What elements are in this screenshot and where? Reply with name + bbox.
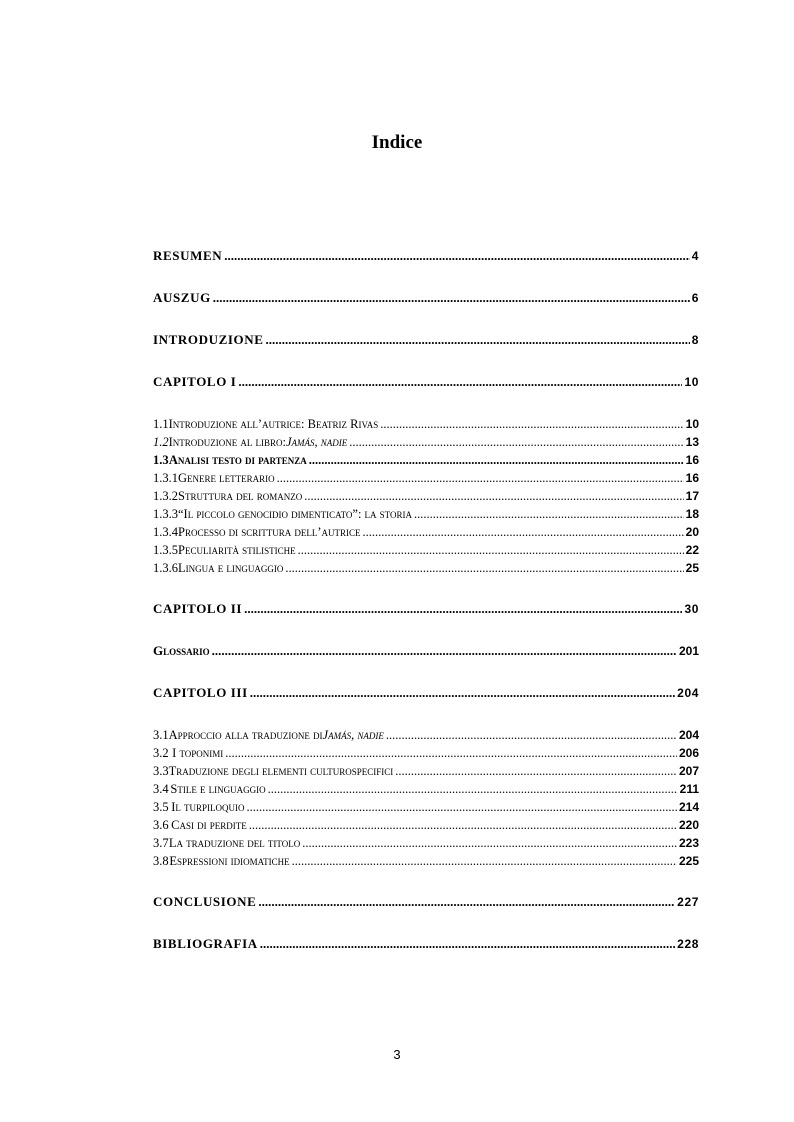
toc-label-book-title: Jamás, nadie bbox=[286, 435, 348, 449]
toc-page: 18 bbox=[685, 507, 699, 521]
toc-number: 3.4 bbox=[153, 782, 169, 796]
toc-entry-1-3-3[interactable] bbox=[153, 506, 699, 522]
toc-entry-1-3-1[interactable] bbox=[153, 470, 699, 486]
toc-page: 228 bbox=[677, 937, 699, 951]
toc-number: 1.2 bbox=[153, 435, 169, 449]
toc-entry-capitolo-2[interactable] bbox=[153, 601, 699, 617]
toc-entry-1-3-6[interactable] bbox=[153, 560, 699, 576]
toc-label: Analisi testo di partenza bbox=[168, 453, 307, 467]
toc-label: Struttura del romanzo bbox=[178, 489, 303, 503]
toc-label: Il turpiloquio bbox=[171, 800, 245, 814]
toc-number: 1.3.5 bbox=[153, 543, 178, 557]
toc-entry-bibliografia[interactable] bbox=[153, 936, 699, 952]
toc-entry-conclusione[interactable] bbox=[153, 894, 699, 910]
toc-page: 8 bbox=[691, 333, 699, 347]
toc-entry-glossario[interactable] bbox=[153, 643, 699, 659]
toc-page: 10 bbox=[684, 375, 699, 389]
toc-page: 17 bbox=[685, 489, 699, 503]
toc-number: 1.3.6 bbox=[153, 561, 178, 575]
dot-leader bbox=[395, 763, 677, 779]
dot-leader bbox=[363, 524, 684, 540]
dot-leader bbox=[268, 781, 678, 797]
toc-entry-3-5[interactable] bbox=[153, 799, 699, 815]
dot-leader bbox=[304, 488, 683, 504]
dot-leader bbox=[386, 727, 677, 743]
dot-leader bbox=[213, 290, 690, 306]
toc-label: INTRODUZIONE bbox=[153, 332, 264, 347]
toc-label: La traduzione del titolo bbox=[168, 836, 301, 850]
dot-leader bbox=[250, 685, 675, 701]
dot-leader bbox=[349, 434, 683, 450]
toc-page: 211 bbox=[679, 782, 699, 796]
dot-leader bbox=[285, 560, 683, 576]
toc-entry-resumen[interactable] bbox=[153, 248, 699, 264]
toc-page: 16 bbox=[685, 471, 699, 485]
toc-number: 3.5 bbox=[153, 800, 169, 814]
dot-leader bbox=[414, 506, 684, 522]
dot-leader bbox=[225, 745, 677, 761]
toc-page: 214 bbox=[678, 800, 699, 814]
toc-label: Peculiarità stilistiche bbox=[178, 543, 296, 557]
dot-leader bbox=[244, 601, 682, 617]
toc-label: CONCLUSIONE bbox=[153, 894, 257, 909]
toc-label: AUSZUG bbox=[153, 290, 211, 305]
toc-label-book-title: Jamás, nadie bbox=[322, 728, 384, 742]
dot-leader bbox=[277, 470, 684, 486]
toc-label: Casi di perdite bbox=[171, 818, 247, 832]
page-number: 3 bbox=[393, 1047, 401, 1062]
toc-label: CAPITOLO III bbox=[153, 685, 248, 700]
toc-page: 10 bbox=[685, 417, 699, 431]
toc-page: 204 bbox=[677, 686, 699, 700]
toc-entry-capitolo-1[interactable] bbox=[153, 374, 699, 390]
dot-leader bbox=[212, 643, 677, 659]
toc-number: 1.3.2 bbox=[153, 489, 178, 503]
toc-label: Introduzione al libro: bbox=[168, 435, 286, 449]
toc-number: 1.1 bbox=[153, 417, 169, 431]
toc-entry-1-3-2[interactable] bbox=[153, 488, 699, 504]
toc-entry-3-7[interactable] bbox=[153, 835, 699, 851]
dot-leader bbox=[380, 416, 683, 432]
toc-label: Processo di scrittura dell’autrice bbox=[178, 525, 361, 539]
toc-number: 3.8 bbox=[153, 854, 169, 868]
dot-leader bbox=[292, 853, 677, 869]
toc-page: 13 bbox=[685, 435, 699, 449]
toc-page: 22 bbox=[685, 543, 699, 557]
toc-page: 227 bbox=[677, 895, 699, 909]
toc-entry-1-1[interactable] bbox=[153, 416, 699, 432]
toc-page: 225 bbox=[678, 854, 699, 868]
toc-number: 3.1 bbox=[153, 728, 169, 742]
toc-label: Glossario bbox=[153, 643, 210, 658]
toc-entry-3-8[interactable] bbox=[153, 853, 699, 869]
toc-label: “Il piccolo genocidio dimenticato”: la storia bbox=[178, 507, 413, 521]
dot-leader bbox=[224, 248, 690, 264]
toc-page: 204 bbox=[678, 728, 699, 742]
toc-label: Traduzione degli elementi culturospecifici bbox=[168, 764, 394, 778]
toc-number: 3.6 bbox=[153, 818, 169, 832]
toc-page: 207 bbox=[678, 764, 699, 778]
toc-entry-auszug[interactable] bbox=[153, 290, 699, 306]
toc-label: Approccio alla traduzione di bbox=[168, 728, 323, 742]
dot-leader bbox=[249, 817, 677, 833]
dot-leader bbox=[298, 542, 684, 558]
toc-entry-1-2[interactable] bbox=[153, 434, 699, 450]
toc-entry-introduzione[interactable] bbox=[153, 332, 699, 348]
toc-label: BIBLIOGRAFIA bbox=[153, 936, 258, 951]
toc-label: Genere letterario bbox=[178, 471, 275, 485]
toc-entry-3-6[interactable] bbox=[153, 817, 699, 833]
toc-entry-3-3[interactable] bbox=[153, 763, 699, 779]
toc-label: CAPITOLO I bbox=[153, 374, 237, 389]
toc-page: 25 bbox=[685, 561, 699, 575]
toc-page: 220 bbox=[678, 818, 699, 832]
toc-label: CAPITOLO II bbox=[153, 601, 243, 616]
toc-page: 206 bbox=[678, 746, 699, 760]
toc-number: 3.3 bbox=[153, 764, 169, 778]
toc-page: 6 bbox=[691, 291, 699, 305]
toc-page: 223 bbox=[678, 836, 699, 850]
page-title: Indice bbox=[371, 132, 423, 153]
toc-entry-3-4[interactable] bbox=[153, 781, 699, 797]
toc-entry-1-3-4[interactable] bbox=[153, 524, 699, 540]
dot-leader bbox=[309, 452, 684, 468]
toc-label: Stile e linguaggio bbox=[170, 782, 266, 796]
toc-page: 4 bbox=[691, 249, 699, 263]
toc-label: RESUMEN bbox=[153, 248, 223, 263]
toc-label: Lingua e linguaggio bbox=[178, 561, 284, 575]
toc-entry-1-3-5[interactable] bbox=[153, 542, 699, 558]
toc-label: I toponimi bbox=[172, 746, 224, 760]
dot-leader bbox=[260, 936, 675, 952]
dot-leader bbox=[302, 835, 677, 851]
toc-entry-capitolo-3[interactable] bbox=[153, 685, 699, 701]
dot-leader bbox=[258, 894, 675, 910]
dot-leader bbox=[247, 799, 677, 815]
dot-leader bbox=[238, 374, 682, 390]
toc-number: 1.3.4 bbox=[153, 525, 178, 539]
toc-entry-3-2[interactable] bbox=[153, 745, 699, 761]
toc-number: 1.3 bbox=[153, 453, 169, 467]
toc-page: 20 bbox=[685, 525, 699, 539]
dot-leader bbox=[266, 332, 690, 348]
toc-number: 3.2 bbox=[153, 746, 169, 760]
toc-entry-1-3[interactable] bbox=[153, 452, 699, 468]
toc-page: 16 bbox=[685, 453, 699, 467]
toc-page: 201 bbox=[678, 644, 699, 658]
toc-page: 30 bbox=[684, 602, 699, 616]
toc-label: Introduzione all’autrice: Beatriz Rivas bbox=[168, 417, 379, 431]
toc-number: 1.3.1 bbox=[153, 471, 178, 485]
toc-label: Espressioni idiomatiche bbox=[169, 854, 290, 868]
toc-number: 3.7 bbox=[153, 836, 169, 850]
toc-number: 1.3.3 bbox=[153, 507, 178, 521]
toc-entry-3-1[interactable] bbox=[153, 727, 699, 743]
